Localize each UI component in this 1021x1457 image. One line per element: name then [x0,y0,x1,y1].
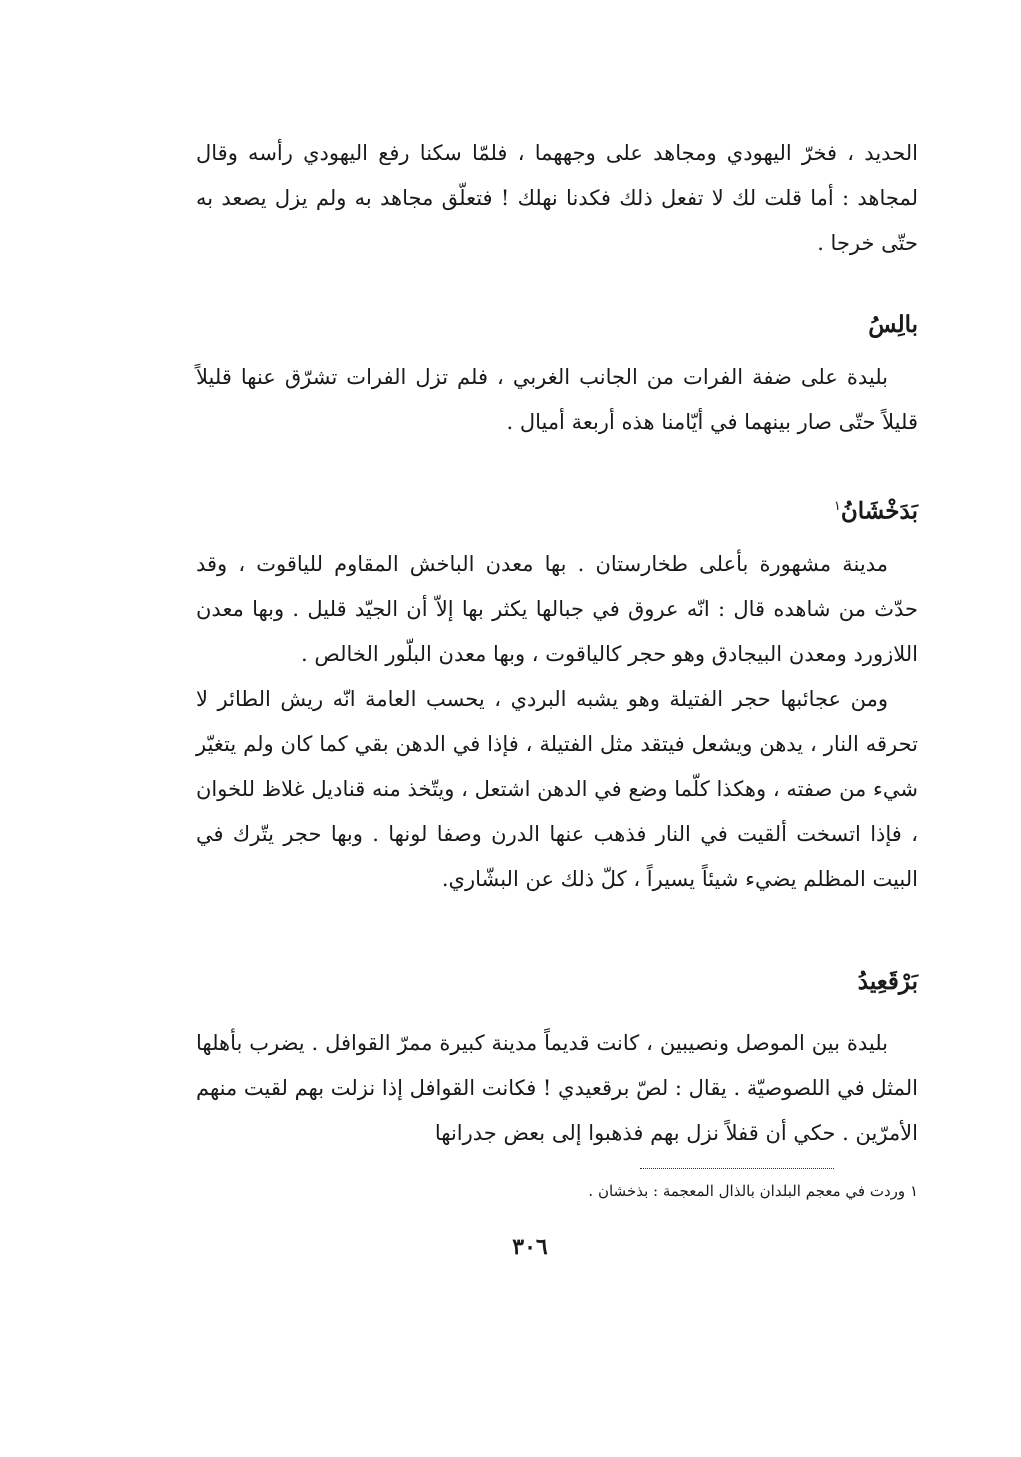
entry-heading: بَرْقَعِيدُ [857,968,918,995]
entry-badakhshan [196,487,918,532]
entry-paragraph: بليدة بين الموصل ونصيبين ، كانت قديماً مدينة كبيرة ممرّ القوافل . يضرب بأهلها المثل في اللصوصيّة . يقال : لصّ برقعيدي ! فكانت القوافل إذا نزلت بهم لقيت منهم الأمرّين . حكي أن قفلاً نزل بهم فذهبوا إلى بعض جدرانها [196,1031,918,1145]
entry-paragraph: ومن عجائبها حجر الفتيلة وهو يشبه البردي ، يحسب العامة انّه ريش الطائر لا تحرقه النار ، يدهن ويشعل فيتقد مثل الفتيلة ، فإذا في الدهن بقي كما كان ولم يتغيّر شيء من صفته ، وهكذا كلّما وضع في الدهن اشتعل ، ويتّخذ منه قناديل غلاظ للخوان ، فإذا اتسخت ألقيت في النار فذهب عنها الدرن وصفا لونها . وبها حجر يتّرك في البيت المظلم يضيء شيئاً يسيراً ، كلّ ذلك عن البشّاري. [196,687,918,891]
entry-heading: بالِسُ [868,311,918,338]
entry-barqaid [196,962,918,1002]
continuation-paragraph: الحديد ، فخرّ اليهودي ومجاهد على وجههما ، فلمّا سكنا رفع اليهودي رأسه وقال لمجاهد : أما قلت لك لا تفعل ذلك فكدنا نهلك ! فتعلّق مجاهد به ولم يزل يصعد به حتّى خرجا . [196,141,918,255]
footnote: ١ وردت في معجم البلدان بالذال المعجمة : بذخشان . [588,1182,918,1200]
top-paragraph-block [196,131,918,266]
entry-paragraph: بليدة على ضفة الفرات من الجانب الغربي ، فلم تزل الفرات تشرّق عنها قليلاً قليلاً حتّى صار بينهما في أيّامنا هذه أربعة أميال . [196,365,918,434]
entry-balis [196,305,918,345]
entry-paragraph: مدينة مشهورة بأعلى طخارستان . بها معدن الباخش المقاوم للياقوت ، وقد حدّث من شاهده قال : انّه عروق في جبالها يكثر بها إلاّ أن الجيّد قليل . وبها معدن اللازورد ومعدن البيجادق وهو حجر كالياقوت ، وبها معدن البلّور الخالص . [196,552,918,666]
footnote-marker: ١ [833,499,841,514]
page-number: ٣٠٦ [512,1234,548,1260]
entry-heading-wrap [196,487,918,532]
entry-balis-body [196,355,918,445]
entry-barqaid-body [196,1021,918,1156]
footnote-separator [640,1168,834,1169]
entry-badakhshan-body [196,542,918,902]
entry-heading: بَدَخْشَانُ [840,497,918,525]
